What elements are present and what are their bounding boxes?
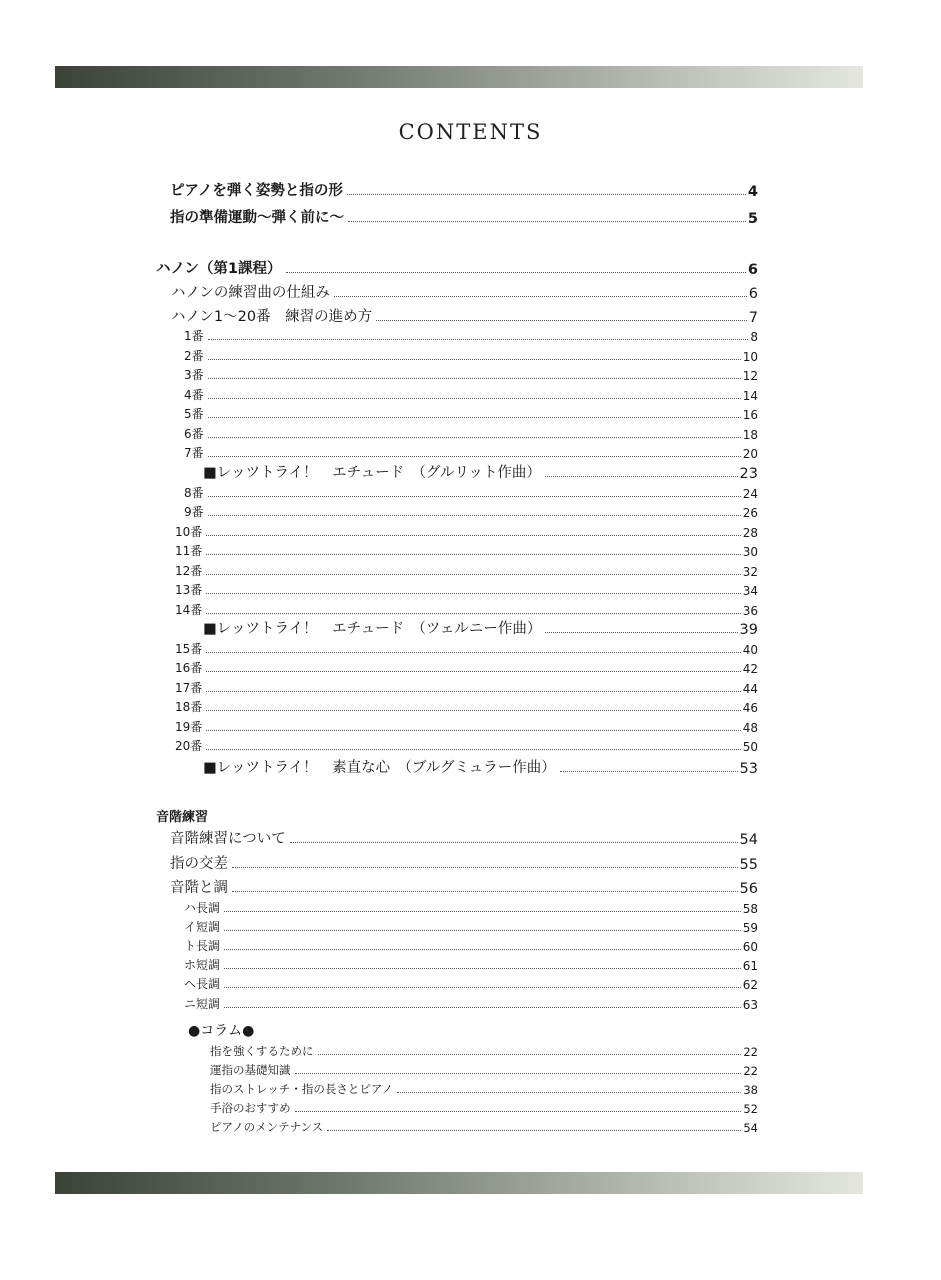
toc-entry[interactable] bbox=[210, 1060, 758, 1078]
toc-entry[interactable] bbox=[184, 973, 758, 992]
entry-page: 59 bbox=[742, 921, 758, 935]
toc-entry[interactable] bbox=[175, 560, 758, 579]
toc-entry[interactable] bbox=[175, 657, 758, 676]
entry-label: 3番 bbox=[184, 368, 204, 382]
section-heading-scale: 音階練習 bbox=[156, 810, 209, 825]
toc-entry[interactable] bbox=[184, 423, 758, 442]
leader-dots bbox=[334, 296, 747, 297]
leader-dots bbox=[208, 339, 749, 340]
leader-dots bbox=[208, 417, 741, 418]
leader-dots bbox=[206, 593, 740, 594]
leader-dots bbox=[347, 194, 746, 195]
leader-dots bbox=[318, 1054, 742, 1055]
entry-label: ハ長調 bbox=[184, 901, 221, 915]
leader-dots bbox=[224, 949, 741, 950]
entry-label: ピアノのメンテナンス bbox=[210, 1120, 324, 1134]
entry-page: 63 bbox=[742, 998, 758, 1012]
leader-dots bbox=[295, 1073, 742, 1074]
leader-dots bbox=[224, 1007, 741, 1008]
leader-dots bbox=[560, 771, 738, 772]
entry-page: 20 bbox=[742, 447, 758, 461]
toc-entry-lets-try[interactable] bbox=[203, 460, 758, 482]
entry-page: 39 bbox=[739, 622, 758, 638]
entry-label: 音階と調 bbox=[170, 880, 228, 896]
toc-entry[interactable] bbox=[184, 384, 758, 403]
entry-page: 18 bbox=[742, 428, 758, 442]
leader-dots bbox=[224, 968, 741, 969]
leader-dots bbox=[206, 730, 740, 731]
entry-label: 指の準備運動～弾く前に～ bbox=[170, 210, 344, 226]
leader-dots bbox=[206, 652, 740, 653]
entry-page: 53 bbox=[739, 761, 758, 777]
entry-label: 4番 bbox=[184, 388, 204, 402]
entry-page: 54 bbox=[743, 1121, 758, 1135]
entry-page: 60 bbox=[742, 940, 758, 954]
entry-page: 23 bbox=[739, 466, 758, 482]
toc-entry[interactable] bbox=[175, 579, 758, 598]
entry-label: 9番 bbox=[184, 505, 204, 519]
toc-entry[interactable] bbox=[184, 935, 758, 954]
entry-label: 1番 bbox=[184, 329, 204, 343]
entry-page: 42 bbox=[742, 662, 758, 676]
entry-label: ハノンの練習曲の仕組み bbox=[171, 285, 330, 301]
entry-page: 56 bbox=[739, 881, 758, 897]
leader-dots bbox=[208, 496, 741, 497]
leader-dots bbox=[397, 1092, 741, 1093]
entry-label: 17番 bbox=[175, 681, 203, 695]
toc-entry[interactable] bbox=[170, 205, 758, 227]
entry-label: 20番 bbox=[175, 739, 203, 753]
entry-page: 4 bbox=[747, 184, 758, 200]
column-heading: ●コラム● bbox=[188, 1023, 255, 1039]
entry-page: 6 bbox=[747, 262, 758, 278]
entry-page: 52 bbox=[743, 1102, 758, 1116]
page-title: CONTENTS bbox=[398, 120, 543, 144]
entry-label: 2番 bbox=[184, 349, 204, 363]
leader-dots bbox=[232, 891, 738, 892]
toc-entry[interactable] bbox=[210, 1098, 758, 1116]
leader-dots bbox=[327, 1130, 741, 1131]
entry-label: ト長調 bbox=[184, 939, 221, 953]
entry-page: 44 bbox=[742, 682, 758, 696]
toc-entry[interactable] bbox=[184, 954, 758, 973]
toc-entry[interactable] bbox=[175, 735, 758, 754]
toc-entry-lets-try[interactable] bbox=[203, 616, 758, 638]
leader-dots bbox=[206, 691, 740, 692]
leader-dots bbox=[206, 574, 740, 575]
entry-label: 11番 bbox=[175, 544, 203, 558]
entry-label: 7番 bbox=[184, 446, 204, 460]
entry-page: 36 bbox=[742, 604, 758, 618]
toc-entry[interactable] bbox=[175, 540, 758, 559]
entry-page: 30 bbox=[742, 545, 758, 559]
toc-entry[interactable] bbox=[171, 304, 758, 326]
toc-entry[interactable] bbox=[184, 403, 758, 422]
leader-dots bbox=[208, 515, 741, 516]
entry-page: 12 bbox=[742, 369, 758, 383]
leader-dots bbox=[208, 456, 741, 457]
entry-label: ハノン（第1課程） bbox=[156, 261, 282, 277]
entry-label: 運指の基礎知識 bbox=[210, 1063, 291, 1077]
toc-entry[interactable] bbox=[184, 482, 758, 501]
entry-page: 28 bbox=[742, 526, 758, 540]
toc-entry[interactable] bbox=[175, 677, 758, 696]
toc-entry[interactable] bbox=[184, 897, 758, 916]
entry-label: 16番 bbox=[175, 661, 203, 675]
header-band bbox=[55, 66, 863, 88]
entry-label: ■レッツトライ！ 素直な心 （ブルグミュラー作曲） bbox=[203, 760, 556, 776]
toc-entry[interactable] bbox=[184, 993, 758, 1012]
entry-page: 24 bbox=[742, 487, 758, 501]
entry-page: 54 bbox=[739, 832, 758, 848]
entry-page: 62 bbox=[742, 978, 758, 992]
toc-entry[interactable] bbox=[170, 178, 758, 200]
entry-label: 10番 bbox=[175, 525, 203, 539]
leader-dots bbox=[206, 613, 740, 614]
footer-band bbox=[55, 1172, 863, 1194]
leader-dots bbox=[206, 535, 740, 536]
entry-page: 6 bbox=[748, 286, 758, 302]
entry-label: 6番 bbox=[184, 427, 204, 441]
entry-label: 19番 bbox=[175, 720, 203, 734]
entry-page: 38 bbox=[743, 1083, 758, 1097]
leader-dots bbox=[206, 710, 740, 711]
leader-dots bbox=[290, 842, 738, 843]
entry-page: 22 bbox=[743, 1045, 758, 1059]
toc-entry[interactable] bbox=[170, 875, 758, 897]
leader-dots bbox=[545, 476, 738, 477]
entry-page: 10 bbox=[742, 350, 758, 364]
toc-entry[interactable] bbox=[184, 345, 758, 364]
entry-label: ヘ長調 bbox=[184, 977, 221, 991]
leader-dots bbox=[376, 320, 747, 321]
entry-page: 26 bbox=[742, 506, 758, 520]
leader-dots bbox=[206, 671, 740, 672]
toc-entry[interactable] bbox=[175, 696, 758, 715]
leader-dots bbox=[208, 359, 741, 360]
entry-label: 18番 bbox=[175, 700, 203, 714]
entry-page: 48 bbox=[742, 721, 758, 735]
leader-dots bbox=[224, 911, 741, 912]
toc-entry[interactable] bbox=[210, 1079, 758, 1097]
entry-page: 22 bbox=[743, 1064, 758, 1078]
entry-page: 61 bbox=[742, 959, 758, 973]
entry-label: 指の交差 bbox=[170, 856, 228, 872]
toc-entry-lets-try[interactable] bbox=[203, 755, 758, 777]
leader-dots bbox=[208, 398, 741, 399]
toc-entry[interactable] bbox=[210, 1041, 758, 1059]
entry-page: 40 bbox=[742, 643, 758, 657]
leader-dots bbox=[206, 749, 740, 750]
leader-dots bbox=[208, 437, 741, 438]
entry-page: 5 bbox=[747, 211, 758, 227]
entry-label: ■レッツトライ！ エチュード （ツェルニー作曲） bbox=[203, 621, 542, 637]
toc-entry[interactable] bbox=[170, 851, 758, 873]
entry-label: ピアノを弾く姿勢と指の形 bbox=[170, 183, 343, 199]
toc-entry[interactable] bbox=[184, 442, 758, 461]
entry-label: 5番 bbox=[184, 407, 204, 421]
toc-entry[interactable] bbox=[210, 1117, 758, 1135]
entry-label: 指のストレッチ・指の長さとピアノ bbox=[210, 1082, 393, 1096]
leader-dots bbox=[232, 867, 738, 868]
leader-dots bbox=[545, 632, 737, 633]
leader-dots bbox=[224, 930, 741, 931]
entry-label: 指を強くするために bbox=[210, 1044, 314, 1058]
leader-dots bbox=[286, 272, 746, 273]
toc-entry[interactable] bbox=[170, 826, 758, 848]
toc-entry[interactable] bbox=[175, 521, 758, 540]
entry-page: 46 bbox=[742, 701, 758, 715]
entry-label: ■レッツトライ！ エチュード （グルリット作曲） bbox=[203, 465, 541, 481]
entry-label: 音階練習について bbox=[170, 831, 286, 847]
toc-entry[interactable] bbox=[175, 716, 758, 735]
entry-label: 8番 bbox=[184, 486, 204, 500]
entry-label: 12番 bbox=[175, 564, 203, 578]
entry-page: 55 bbox=[739, 857, 758, 873]
entry-label: ホ短調 bbox=[184, 958, 221, 972]
toc-entry[interactable] bbox=[184, 916, 758, 935]
toc-entry[interactable] bbox=[184, 364, 758, 383]
leader-dots bbox=[208, 378, 741, 379]
toc-entry[interactable] bbox=[184, 501, 758, 520]
leader-dots bbox=[224, 987, 741, 988]
toc-entry[interactable] bbox=[175, 638, 758, 657]
toc-entry[interactable] bbox=[171, 280, 758, 302]
leader-dots bbox=[348, 221, 746, 222]
section-heading-hanon[interactable] bbox=[156, 256, 758, 278]
entry-page: 32 bbox=[742, 565, 758, 579]
entry-label: イ短調 bbox=[184, 920, 221, 934]
entry-page: 14 bbox=[742, 389, 758, 403]
entry-label: 14番 bbox=[175, 603, 203, 617]
entry-label: ハノン1～20番 練習の進め方 bbox=[171, 309, 373, 325]
entry-label: 13番 bbox=[175, 583, 203, 597]
entry-label: 手浴のおすすめ bbox=[210, 1101, 291, 1115]
leader-dots bbox=[295, 1111, 742, 1112]
entry-page: 58 bbox=[742, 902, 758, 916]
toc-entry[interactable] bbox=[184, 325, 758, 344]
entry-label: ニ短調 bbox=[184, 997, 221, 1011]
entry-page: 8 bbox=[750, 330, 758, 344]
entry-page: 34 bbox=[742, 584, 758, 598]
entry-page: 7 bbox=[748, 310, 758, 326]
entry-label: 15番 bbox=[175, 642, 203, 656]
leader-dots bbox=[206, 554, 740, 555]
entry-page: 50 bbox=[742, 740, 758, 754]
entry-page: 16 bbox=[742, 408, 758, 422]
